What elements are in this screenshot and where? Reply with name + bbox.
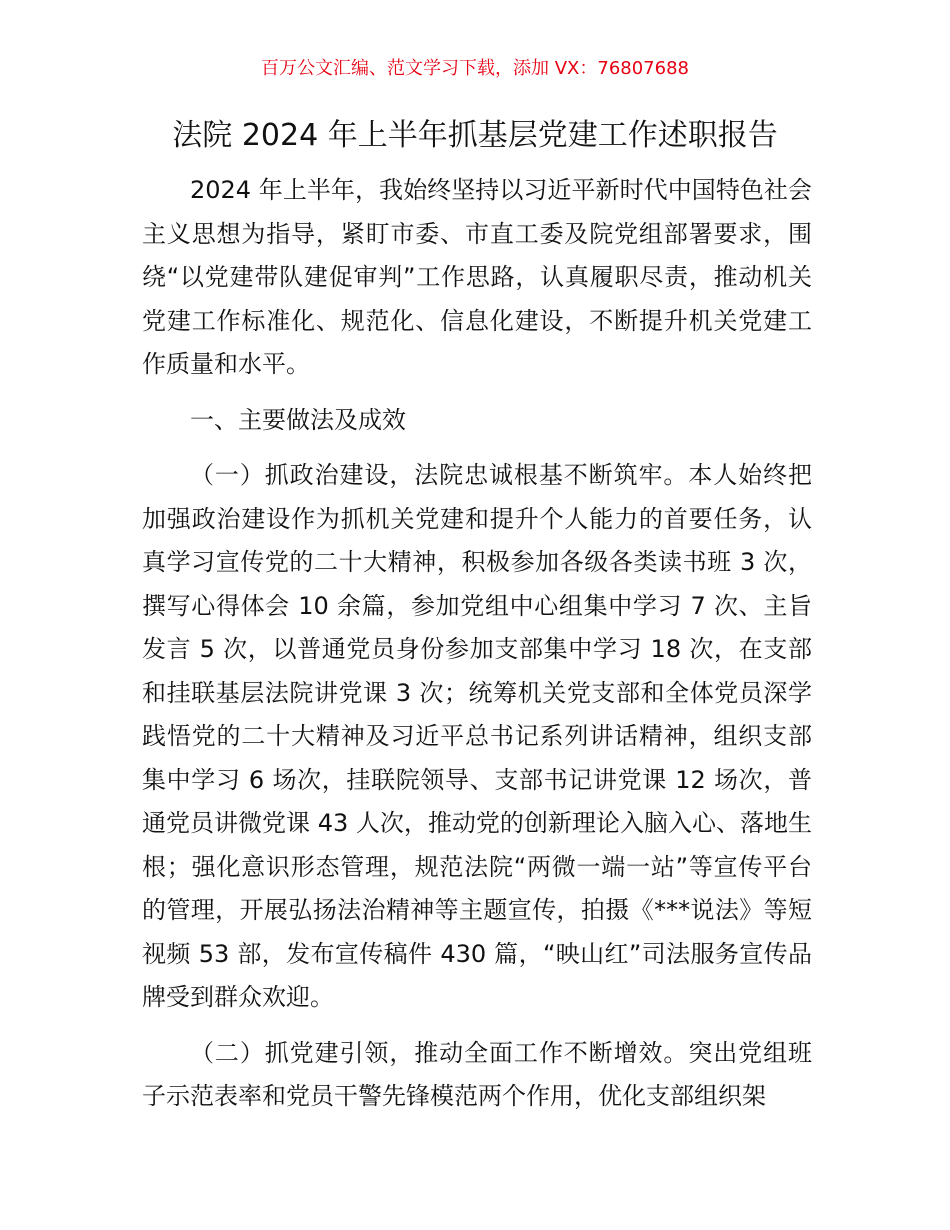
paragraph-political-building: （一）抓政治建设，法院忠诚根基不断筑牢。本人始终把加强政治建设作为抓机关党建和提升个人能力的首要任务，认真学习宣传党的二十大精神，积极参加各级各类读书班 3 次，撰写心得体会 10 余篇，参加党组中心组集中学习 7 次、主旨发言 5 次，以普通党员身份参加支部集中学习 18 次，在支部和挂联基层法院讲党课 3 次；统筹机关党支部和全体党员深学践悟党的二十大精神及习近平总书记系列讲话精神，组织支部集中学习 6 场次，挂联院领导、支部书记讲党课 12 场次，普通党员讲微党课 43 人次，推动党的创新理论入脑入心、落地生根；强化意识形态管理，规范法院“两微一端一站”等宣传平台的管理，开展弘扬法治精神等主题宣传，拍摄《***说法》等短视频 53 部，发布宣传稿件 430 篇，“映山红”司法服务宣传品牌受到群众欢迎。 [142, 461, 812, 1011]
watermark-header: 百万公文汇编、范文学习下载，添加 VX：76807688 [261, 58, 689, 79]
paragraph-party-leadership: （二）抓党建引领，推动全面工作不断增效。突出党组班子示范表率和党员干警先锋模范两个作用，优化支部组织架 [142, 1038, 812, 1110]
section-heading: 一、主要做法及成效 [190, 405, 406, 434]
document-body [142, 169, 812, 1131]
document-title: 法院 2024 年上半年抓基层党建工作述职报告 [172, 118, 778, 153]
paragraph-intro: 2024 年上半年，我始终坚持以习近平新时代中国特色社会主义思想为指导，紧盯市委、市直工委及院党组部署要求，围绕“以党建带队建促审判”工作思路，认真履职尽责，推动机关党建工作标准化、规范化、信息化建设，不断提升机关党建工作质量和水平。 [142, 176, 812, 378]
